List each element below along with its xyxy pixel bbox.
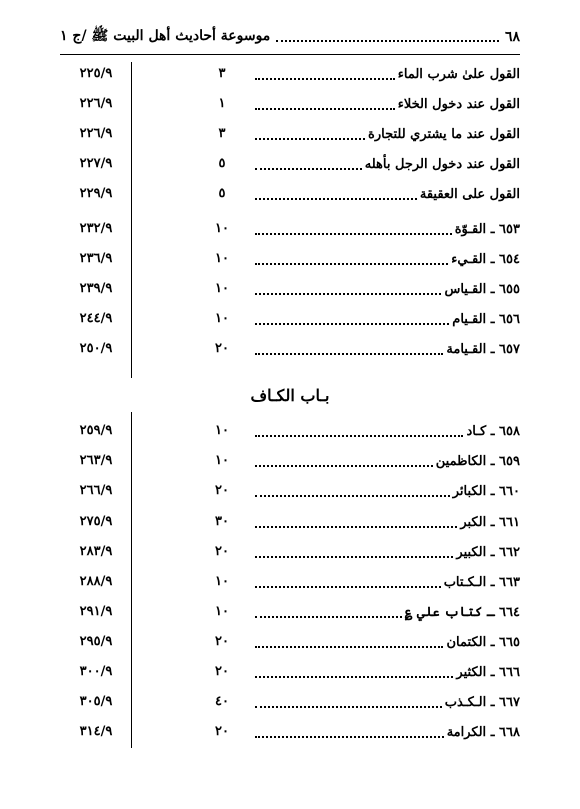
leader-dots xyxy=(255,636,443,648)
entry-label: ٦٥٨ ـ كـاد xyxy=(466,423,520,439)
entry-label: ٦٥٦ ـ القـيام xyxy=(452,311,520,327)
index-row xyxy=(60,339,520,359)
leader-dots xyxy=(255,283,441,295)
leader-dots xyxy=(255,455,433,467)
index-row xyxy=(60,184,520,204)
leader-dots xyxy=(255,576,441,588)
volume-page-ref: ٢٣٢/٩ xyxy=(79,221,113,236)
index-row xyxy=(60,692,520,712)
hadith-count: ٢٠ xyxy=(215,483,229,498)
leader-dots xyxy=(255,343,443,355)
index-row xyxy=(60,632,520,652)
entry-label: ٦٥٤ ـ القـيء xyxy=(451,251,520,267)
entry-label: ٦٦٥ ـ الكتمان xyxy=(446,634,520,650)
entry-label: ٦٦١ ـ الكبر xyxy=(460,514,520,530)
volume-page-ref: ٢٥٠/٩ xyxy=(79,341,113,356)
hadith-count: ١٠ xyxy=(215,453,229,468)
volume-page-ref: ٢٨٨/٩ xyxy=(79,574,113,589)
leader-dots xyxy=(255,158,362,170)
hadith-count: ١٠ xyxy=(215,221,229,236)
volume-page-ref: ٢٤٤/٩ xyxy=(79,311,113,326)
index-row xyxy=(60,94,520,114)
volume-page-ref: ٢٢٥/٩ xyxy=(79,66,113,81)
index-row xyxy=(60,124,520,144)
index-row xyxy=(60,154,520,174)
index-row xyxy=(60,421,520,441)
hadith-count: ٢٠ xyxy=(215,544,229,559)
leader-dots xyxy=(255,223,452,235)
entry-label: ٦٦٠ ـ الكبائر xyxy=(452,483,520,499)
header-rule xyxy=(60,54,520,55)
leader-dots xyxy=(255,606,402,618)
volume-page-ref: ٢٦٣/٩ xyxy=(79,453,113,468)
hadith-count: ١٠ xyxy=(215,311,229,326)
leader-dots xyxy=(255,666,453,678)
entry-label: القول عند دخول الخلاء xyxy=(397,96,520,112)
volume-page-ref: ٢٩١/٩ xyxy=(79,604,113,619)
volume-page-ref: ٢٢٩/٩ xyxy=(79,186,113,201)
entry-label: ٦٦٦ ـ الكثير xyxy=(456,664,520,680)
volume-page-ref: ٢٥٩/٩ xyxy=(79,423,113,438)
volume-page-ref: ٢٢٦/٩ xyxy=(79,96,113,111)
index-row xyxy=(60,64,520,84)
hadith-count: ٥ xyxy=(218,156,226,171)
hadith-count: ٥ xyxy=(218,186,226,201)
leader-dots xyxy=(255,313,449,325)
hadith-count: ٣٠ xyxy=(215,514,229,529)
volume-page-ref: ٢٨٣/٩ xyxy=(79,544,113,559)
hadith-count: ١ xyxy=(218,96,226,111)
index-row xyxy=(60,572,520,592)
entry-label: ٦٦٨ ـ الكرامة xyxy=(446,724,520,740)
hadith-count: ٢٠ xyxy=(215,341,229,356)
volume-page-ref: ٢٢٦/٩ xyxy=(79,126,113,141)
entry-label: القول علىٰ شرب الماء xyxy=(397,66,520,82)
hadith-count: ١٠ xyxy=(215,423,229,438)
entry-label: ٦٥٣ ـ القـوّة xyxy=(454,221,520,237)
volume-page-ref: ٢٩٥/٩ xyxy=(79,634,113,649)
entry-label: ٦٥٩ ـ الكاظمين xyxy=(435,453,520,469)
page-header xyxy=(60,26,520,48)
index-row xyxy=(60,481,520,501)
entry-label: ٦٦٧ ـ الـكـذب xyxy=(444,694,520,710)
leader-dots xyxy=(255,546,453,558)
index-row xyxy=(60,602,520,622)
index-row xyxy=(60,279,520,299)
leader-dots xyxy=(255,696,442,708)
index-row xyxy=(60,722,520,742)
index-row xyxy=(60,512,520,532)
index-row xyxy=(60,249,520,269)
leader-dots xyxy=(255,98,395,110)
entry-label: القول عند ما يشتري للتجارة xyxy=(368,126,520,142)
leader-dots xyxy=(255,425,463,437)
entry-label: ٦٦٣ ـ الـكـتاب xyxy=(443,574,520,590)
page-number: ٦٨ xyxy=(504,29,520,45)
volume-page-ref: ٢٢٧/٩ xyxy=(79,156,113,171)
hadith-count: ٤٠ xyxy=(215,694,229,709)
leader-dots xyxy=(255,68,395,80)
entry-label: ٦٥٧ ـ القـيامة xyxy=(446,341,520,357)
leader-dots xyxy=(255,253,448,265)
volume-page-ref: ٣٠٥/٩ xyxy=(79,694,113,709)
entry-label: القول عند دخول الرجل بأهله xyxy=(364,156,520,172)
index-row xyxy=(60,451,520,471)
index-row xyxy=(60,542,520,562)
volume-page-ref: ٢٧٥/٩ xyxy=(79,514,113,529)
hadith-count: ٢٠ xyxy=(215,634,229,649)
hadith-count: ٢٠ xyxy=(215,664,229,679)
hadith-count: ١٠ xyxy=(215,604,229,619)
hadith-count: ١٠ xyxy=(215,251,229,266)
volume-page-ref: ٢٣٩/٩ xyxy=(79,281,113,296)
leader-dots xyxy=(255,485,450,497)
hadith-count: ١٠ xyxy=(215,281,229,296)
leader-dots xyxy=(255,726,444,738)
entry-label: ٦٦٢ ـ الكبير xyxy=(456,544,520,560)
entry-label: ٦٦٤ ـ كتاب علي ؏ xyxy=(404,604,520,620)
book-title: موسوعة أحاديث أهل البيت ﷺ /ج ١ xyxy=(60,28,271,44)
leader-dots xyxy=(255,516,457,528)
hadith-count: ٣ xyxy=(218,66,226,81)
hadith-count: ٢٠ xyxy=(215,724,229,739)
volume-page-ref: ٣١٤/٩ xyxy=(79,724,113,739)
leader-dots xyxy=(255,188,417,200)
leader-dots xyxy=(255,128,365,140)
index-row xyxy=(60,662,520,682)
volume-page-ref: ٣٠٠/٩ xyxy=(79,664,113,679)
entry-label: القول على العقيقة xyxy=(419,186,520,202)
entry-label: ٦٥٥ ـ القـياس xyxy=(444,281,520,297)
hadith-count: ٣ xyxy=(218,126,226,141)
index-row xyxy=(60,219,520,239)
volume-page-ref: ٢٣٦/٩ xyxy=(79,251,113,266)
chapter-heading: بـاب الكـاف xyxy=(250,386,330,405)
index-row xyxy=(60,309,520,329)
hadith-count: ١٠ xyxy=(215,574,229,589)
header-leader-dots xyxy=(276,32,499,42)
volume-page-ref: ٢٦٦/٩ xyxy=(79,483,113,498)
